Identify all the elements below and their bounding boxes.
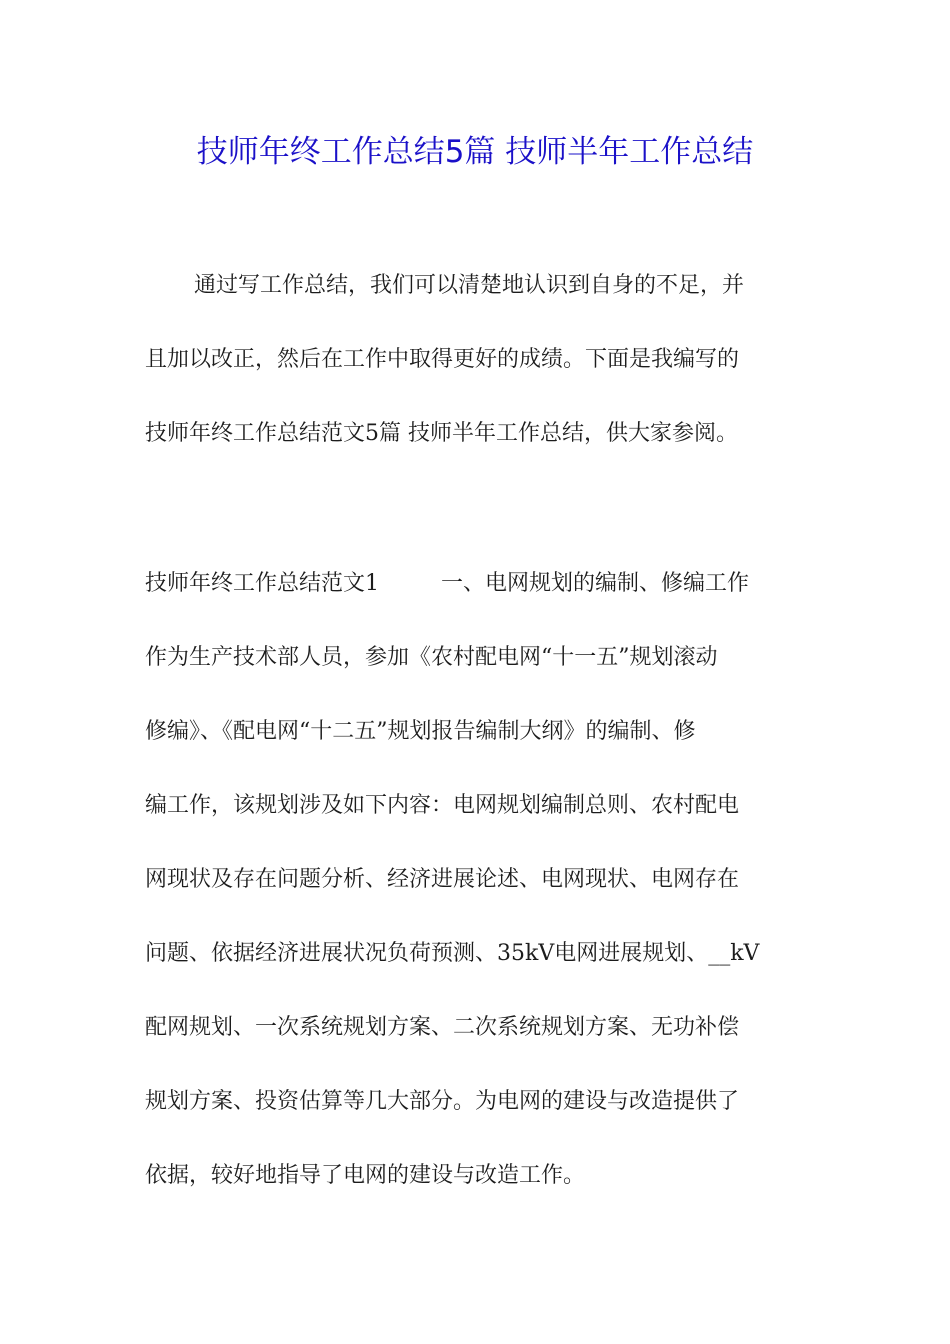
body-line-8: 依据，较好地指导了电网的建设与改造工作。 [145,1163,586,1188]
section-heading: 技师年终工作总结范文1 [145,571,379,596]
body-line-2: 修编》、《配电网“十二五”规划报告编制大纲》的编制、修 [145,719,696,744]
body-line-6: 配网规划、一次系统规划方案、二次系统规划方案、无功补偿 [145,1015,740,1040]
section-heading-line [145,566,815,602]
intro-line-1: 通过写工作总结，我们可以清楚地认识到自身的不足，并 [194,273,745,298]
section-subheading: 一、电网规划的编制、修编工作 [441,571,750,596]
body-line-5: 问题、依据经济进展状况负荷预测、35kV电网进展规划、__kV [145,941,760,966]
intro-line-2: 且加以改正，然后在工作中取得更好的成绩。下面是我编写的 [145,347,740,372]
body-line-1: 作为生产技术部人员，参加《农村配电网“十一五”规划滚动 [145,645,718,670]
intro-line-3: 技师年终工作总结范文5篇 技师半年工作总结，供大家参阅。 [145,421,738,446]
body-line-3: 编工作，该规划涉及如下内容：电网规划编制总则、农村配电 [145,793,740,818]
body-line-4: 网现状及存在问题分析、经济进展论述、电网现状、电网存在 [145,867,740,892]
body-line-7: 规划方案、投资估算等几大部分。为电网的建设与改造提供了 [145,1089,740,1114]
document-title: 技师年终工作总结5篇 技师半年工作总结 [196,134,754,170]
